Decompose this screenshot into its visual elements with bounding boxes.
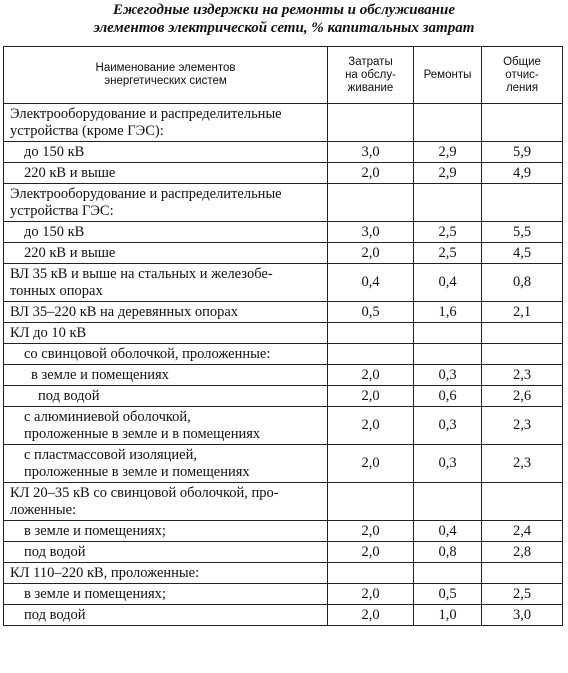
cell-repair: 0,3 <box>414 445 482 483</box>
row-name-line: под водой <box>38 387 100 404</box>
row-name <box>4 563 328 584</box>
row-name <box>4 605 328 626</box>
cell-total: 2,1 <box>482 302 563 323</box>
table-row <box>4 386 563 407</box>
cell-total: 2,8 <box>482 542 563 563</box>
header-total: Общие отчис- ления <box>482 47 563 104</box>
title-line-1: Ежегодные издержки на ремонты и обслуживание <box>112 2 456 18</box>
table-row <box>4 323 563 344</box>
cell-repair: 0,8 <box>414 542 482 563</box>
table-row <box>4 142 563 163</box>
row-name <box>4 163 328 184</box>
table-body <box>4 104 563 626</box>
cell-repair: 0,3 <box>414 407 482 445</box>
row-name-line: до 150 кВ <box>24 223 85 240</box>
table-row <box>4 483 563 521</box>
table-row <box>4 445 563 483</box>
cell-total: 2,6 <box>482 386 563 407</box>
row-name <box>4 521 328 542</box>
header-repair: Ремонты <box>414 47 482 104</box>
cell-repair <box>414 344 482 365</box>
row-name-line: проложенные в земле и помещениях <box>24 463 250 480</box>
table-row <box>4 563 563 584</box>
row-name <box>4 323 328 344</box>
row-name-line: в земле и помещениях; <box>24 522 166 539</box>
row-name-line: со свинцовой оболочкой, проложенные: <box>24 345 271 362</box>
cell-total <box>482 483 563 521</box>
cell-total <box>482 323 563 344</box>
row-name <box>4 365 328 386</box>
cell-total: 4,5 <box>482 243 563 264</box>
row-name-line: в земле и помещениях; <box>24 585 166 602</box>
table-row <box>4 605 563 626</box>
cell-repair: 2,5 <box>414 243 482 264</box>
row-name-line: ВЛ 35 кВ и выше на стальных и железобе- <box>10 265 273 282</box>
row-name-line: ложенные: <box>10 501 77 518</box>
row-name <box>4 386 328 407</box>
cell-total <box>482 563 563 584</box>
row-name <box>4 264 328 302</box>
table-row <box>4 584 563 605</box>
header-name: Наименование элементов энергетических систем <box>4 47 328 104</box>
row-name <box>4 445 328 483</box>
cell-service: 2,0 <box>328 407 414 445</box>
row-name-line: с пластмассовой изоляцией, <box>24 446 197 463</box>
row-name <box>4 344 328 365</box>
cell-repair: 1,6 <box>414 302 482 323</box>
cell-service: 3,0 <box>328 222 414 243</box>
row-name <box>4 483 328 521</box>
table-row <box>4 104 563 142</box>
cell-service: 2,0 <box>328 386 414 407</box>
cell-service: 2,0 <box>328 605 414 626</box>
table-row <box>4 184 563 222</box>
row-name-line: устройства (кроме ГЭС): <box>10 122 164 139</box>
row-name <box>4 184 328 222</box>
row-name <box>4 302 328 323</box>
cell-repair: 1,0 <box>414 605 482 626</box>
title-line-2: элементов электрической сети, % капитальных затрат <box>93 20 475 36</box>
cell-total: 5,9 <box>482 142 563 163</box>
row-name-line: до 150 кВ <box>24 143 85 160</box>
row-name-line: с алюминиевой оболочкой, <box>24 408 191 425</box>
cell-service <box>328 483 414 521</box>
cell-repair: 0,5 <box>414 584 482 605</box>
cell-repair: 0,4 <box>414 264 482 302</box>
cell-repair: 2,5 <box>414 222 482 243</box>
cell-service: 2,0 <box>328 365 414 386</box>
cell-service <box>328 344 414 365</box>
row-name-line: в земле и помещениях <box>31 366 169 383</box>
row-name-line: проложенные в земле и в помещениях <box>24 425 261 442</box>
cell-service <box>328 104 414 142</box>
header-row <box>4 47 563 104</box>
row-name-line: 220 кВ и выше <box>24 164 116 181</box>
row-name <box>4 407 328 445</box>
table-row <box>4 344 563 365</box>
cell-total: 2,3 <box>482 365 563 386</box>
cell-service <box>328 563 414 584</box>
table-row <box>4 365 563 386</box>
cell-total <box>482 344 563 365</box>
row-name-line: устройства ГЭС: <box>10 202 114 219</box>
row-name <box>4 142 328 163</box>
cell-total: 2,3 <box>482 407 563 445</box>
cell-service: 3,0 <box>328 142 414 163</box>
row-name-line: Электрооборудование и распределительные <box>10 105 282 122</box>
cell-total: 2,3 <box>482 445 563 483</box>
row-name <box>4 243 328 264</box>
table-title <box>0 1 568 37</box>
row-name-line: КЛ до 10 кВ <box>10 324 87 341</box>
row-name <box>4 584 328 605</box>
cell-service: 2,0 <box>328 542 414 563</box>
cell-total: 2,5 <box>482 584 563 605</box>
cell-repair: 2,9 <box>414 142 482 163</box>
cell-service: 2,0 <box>328 521 414 542</box>
table-row <box>4 407 563 445</box>
cell-repair <box>414 323 482 344</box>
cell-service: 2,0 <box>328 445 414 483</box>
row-name-line: ВЛ 35–220 кВ на деревянных опорах <box>10 303 239 320</box>
cell-total <box>482 104 563 142</box>
table-row <box>4 302 563 323</box>
cell-repair <box>414 184 482 222</box>
row-name-line: под водой <box>24 543 86 560</box>
row-name-line: Электрооборудование и распределительные <box>10 185 282 202</box>
row-name-line: тонных опорах <box>10 282 103 299</box>
cell-total: 3,0 <box>482 605 563 626</box>
cell-repair <box>414 563 482 584</box>
cell-service <box>328 323 414 344</box>
cell-repair: 2,9 <box>414 163 482 184</box>
table-row <box>4 222 563 243</box>
cell-total: 0,8 <box>482 264 563 302</box>
row-name <box>4 222 328 243</box>
row-name-line: КЛ 110–220 кВ, проложенные: <box>10 564 200 581</box>
cell-total: 4,9 <box>482 163 563 184</box>
row-name-line: КЛ 20–35 кВ со свинцовой оболочкой, про- <box>10 484 279 501</box>
cell-repair: 0,4 <box>414 521 482 542</box>
cell-repair <box>414 483 482 521</box>
cell-total: 5,5 <box>482 222 563 243</box>
cell-service: 0,4 <box>328 264 414 302</box>
row-name <box>4 104 328 142</box>
cell-repair: 0,6 <box>414 386 482 407</box>
cell-service: 0,5 <box>328 302 414 323</box>
cell-service <box>328 184 414 222</box>
cell-total <box>482 184 563 222</box>
cell-total: 2,4 <box>482 521 563 542</box>
table-row <box>4 163 563 184</box>
row-name-line: под водой <box>24 606 86 623</box>
cell-service: 2,0 <box>328 243 414 264</box>
costs-table <box>3 46 563 626</box>
header-service: Затраты на обслу- живание <box>328 47 414 104</box>
row-name-line: 220 кВ и выше <box>24 244 116 261</box>
cell-service: 2,0 <box>328 584 414 605</box>
cell-repair: 0,3 <box>414 365 482 386</box>
row-name <box>4 542 328 563</box>
table-row <box>4 521 563 542</box>
cell-service: 2,0 <box>328 163 414 184</box>
table-row <box>4 243 563 264</box>
cell-repair <box>414 104 482 142</box>
table-row <box>4 542 563 563</box>
table-row <box>4 264 563 302</box>
